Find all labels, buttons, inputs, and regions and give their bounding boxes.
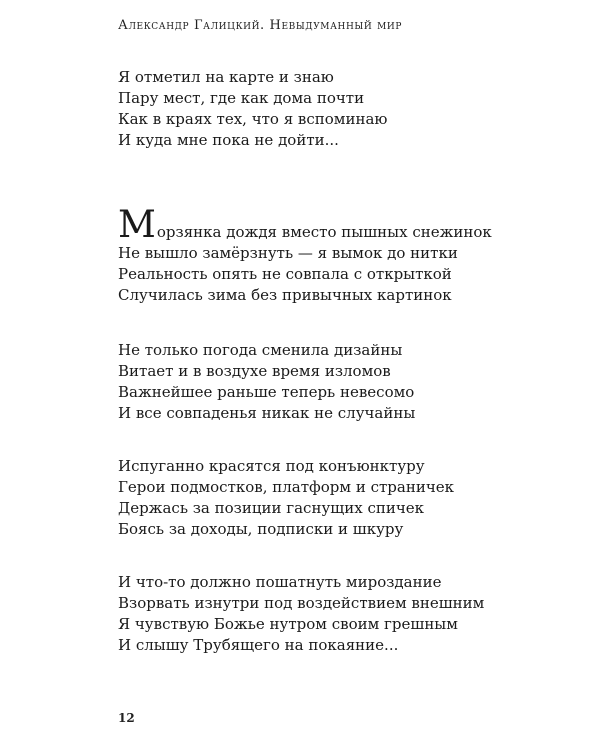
stanza-1 [118,67,387,151]
drop-cap: М [118,203,156,246]
stanza-5 [118,572,484,656]
stanza-3 [118,340,415,424]
running-title: Александр Галицкий. Невыдуманный мир [118,18,402,33]
poem-line: И все совпаденья никак не случайны [118,404,416,422]
poem-line: Реальность опять не совпала с открыткой [118,265,452,283]
poem-line: Я чувствую Божье нутром своим грешным [118,615,458,633]
poem-line: Случилась зима без привычных картинок [118,286,452,304]
page-number: 12 [118,711,135,725]
stanza-4 [118,456,454,540]
poem-line: Витает и в воздухе время изломов [118,362,391,380]
poem-line: Я отметил на карте и знаю [118,68,334,86]
poem-line: Как в краях тех, что я вспоминаю [118,110,388,128]
poem-first-line [118,203,492,246]
poem-line: Держась за позиции гаснущих спичек [118,499,425,517]
poem-line: И куда мне пока не дойти... [118,131,339,149]
stanza-2 [118,203,492,306]
poem-line: И слышу Трубящего на покаяние... [118,636,399,654]
poem-line: Не вышло замёрзнуть — я вымок до нитки [118,244,458,262]
poem-line: Пару мест, где как дома почти [118,89,365,107]
poem-line: И что-то должно пошатнуть мироздание [118,573,442,591]
poem-line: Не только погода сменила дизайны [118,341,403,359]
poem-line: Испуганно красятся под конъюнктуру [118,457,425,475]
poem-line: Боясь за доходы, подписки и шкуру [118,520,404,538]
poem-line: Герои подмостков, платформ и страничек [118,478,455,496]
poem-line: Важнейшее раньше теперь невесомо [118,383,415,401]
poem-line: Взорвать изнутри под воздействием внешним [118,594,485,612]
first-line-text: орзянка дождя вместо пышных снежинок [156,223,492,241]
